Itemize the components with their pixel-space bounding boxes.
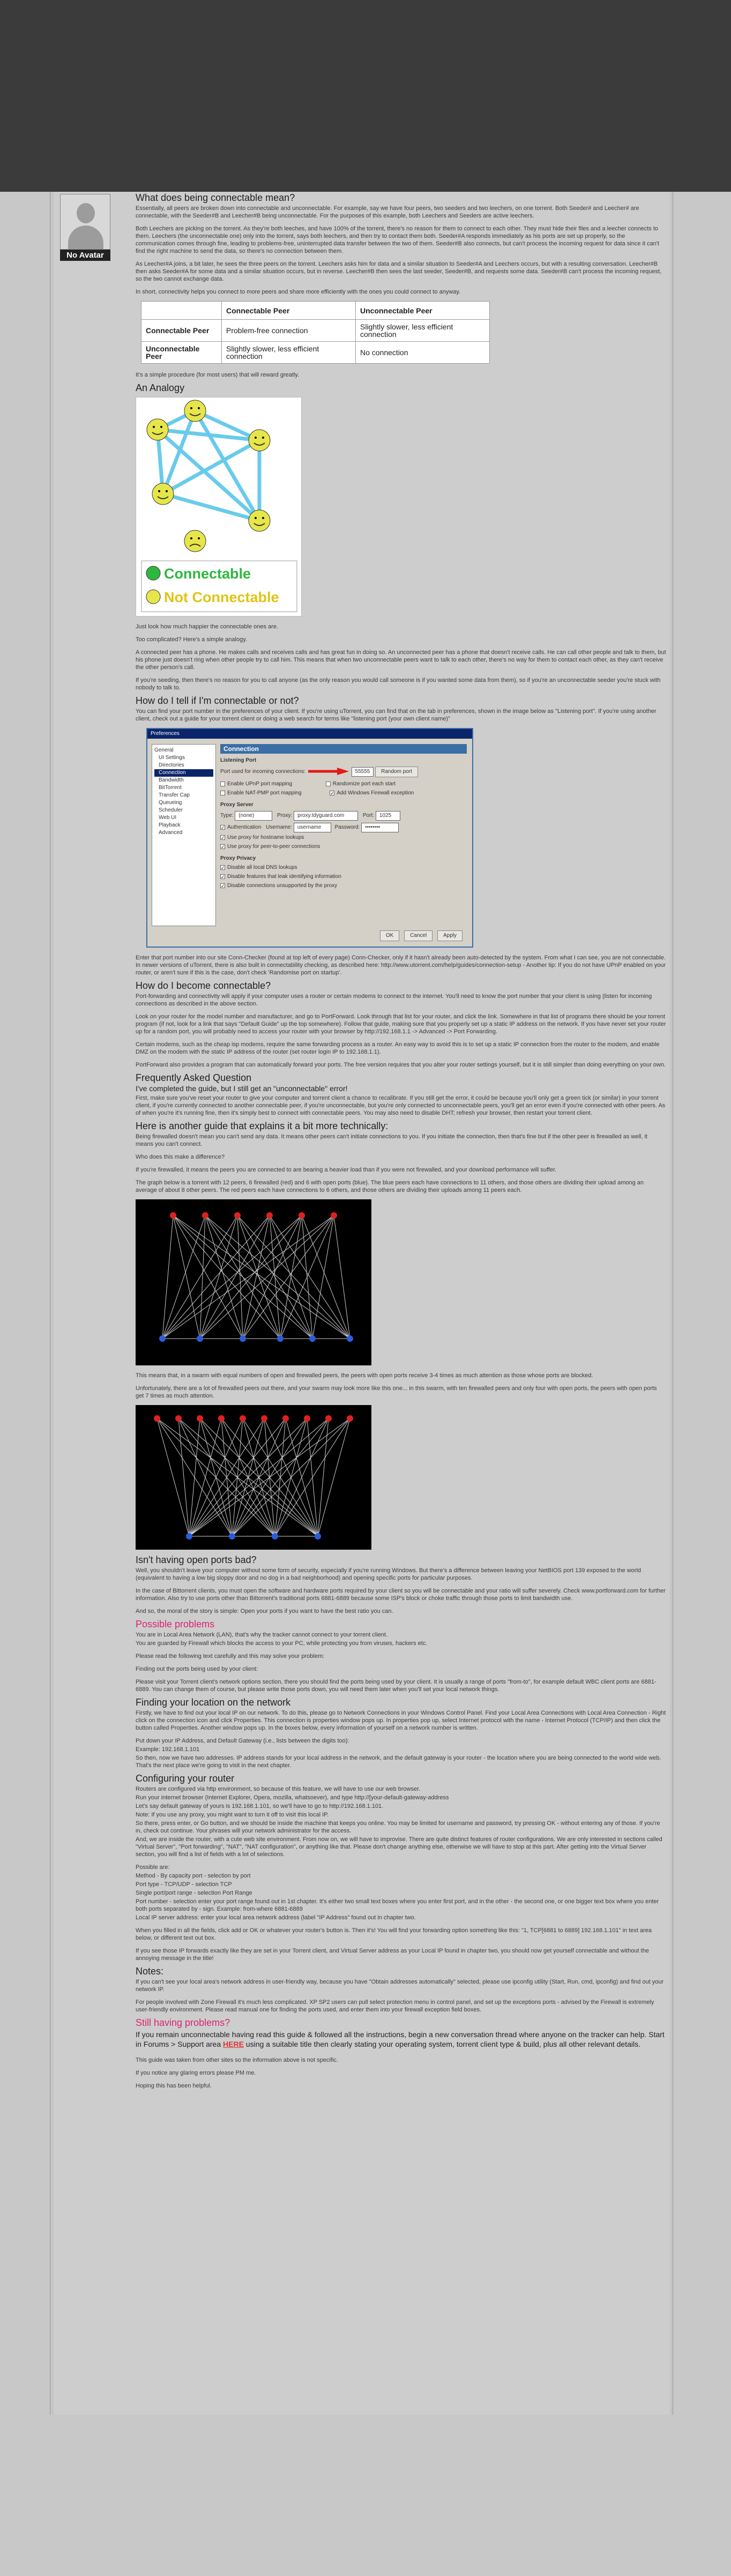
tree-item: Advanced	[159, 830, 183, 836]
happy-face-icon	[184, 400, 206, 422]
p2p-checkbox[interactable]: Use proxy for peer-to-peer connections	[227, 844, 320, 850]
legend-connectable: Connectable	[164, 566, 251, 582]
post-content	[136, 194, 666, 2095]
username-input[interactable]: username	[294, 823, 331, 832]
paragraph: You are guarded by Firewall which blocks the access to your PC, while protecting you from viruses, hackers etc.	[136, 1640, 428, 1647]
author-column	[60, 194, 113, 261]
firewalled-peer-node	[266, 1212, 273, 1219]
paragraph: When you filled in all the fields, click add or OK or whatever your router's button is. Then it's! You will find your forwarding option something like this: "1, TCP[6881 to 6889] 192.168.1.101" in text area below, or different text out box.	[136, 1927, 652, 1941]
open-peer-node	[240, 1335, 246, 1342]
tree-item: Playback	[159, 822, 181, 828]
smiley-network-diagram	[136, 397, 302, 617]
paragraph: Local IP server address: enter your local area network address (label "IP Address" found out in chapter two.	[136, 1914, 416, 1921]
faq-answer: First, make sure you've reset your router to give your computer and torrent client a chance to recalibrate. If you still get the error, it could be because you'll only get a green tick (or similar) in your torrent client, if you're currently connected to another connectable peer, if you're unconnectable, but you're only connected to unconnectable peers, you'll get an error even if you're connected with other peers. As of when you're it's running fine, then it's simply best to connect with connectable peers. You may also need to disable DHT; refresh your browser, then restart your torrent client.	[136, 1095, 666, 1116]
footer-note: This guide was taken from other sites so the information above is not specific.	[136, 2057, 338, 2063]
firewalled-peer-node	[299, 1212, 305, 1219]
firewalled-peer-node	[175, 1415, 182, 1422]
paragraph: And so, the moral of the story is simple: Open your ports if you want to have the best ratio you can.	[136, 1608, 393, 1614]
support-call-to-action: If you remain unconnectable having read this guide & followed all the instructions, begin a new conversation thread where anyone on the tracker can help. Start in Forums > Support area HERE using a suitable title then clearly stating your operating system, torrent client type & build, plus all other relevant details.	[136, 2030, 665, 2048]
paragraph: Please visit your Torrent client's network options section, there you should find the ports being used by your client. It is usually a range of ports "from-to", for example default WBC client ports are 6881-6889. You can change them of course, but please write those ports down, you will need them later when you'll set your local network things.	[136, 1679, 657, 1693]
open-peer-node	[272, 1533, 278, 1539]
footer-note: If you notice any glaring errors please PM me.	[136, 2070, 256, 2076]
table-row	[141, 320, 490, 342]
paragraph: If you're firewalled, it means the peers you are connected to are bearing a heavier load than if you were not firewalled, and your download performance will suffer.	[136, 1167, 557, 1173]
happy-face-icon	[152, 483, 174, 505]
swarm-graph-equal	[136, 1199, 371, 1365]
paragraph: This means that, in a swarm with equal numbers of open and firewalled peers, the peers with open ports receive 3-4 times as much attention as those whose ports are blocked.	[136, 1372, 593, 1379]
firewalled-peer-node	[347, 1415, 353, 1422]
port-label: Port used for incoming connections:	[220, 769, 305, 775]
paragraph: As Leecher#A joins, a bit later, he sees the three peers on the torrent. Leechers asks him for data and a similar situation to Seeder#A and Leechers occurs, but with a resulting conversation. Leecher#B then asks Seeder#A for some data and a similar situation occurs, but in reverse. Leecher#B then sees the last seeder, Seeder#B, and requests some data. Seeder#B can't process the incoming request, so the two cannot exchange data.	[136, 261, 662, 282]
paragraph: Just look how much happier the connectable ones are.	[136, 624, 278, 630]
heading-analogy: An Analogy	[136, 382, 185, 393]
table-header: Connectable Peer	[222, 302, 356, 320]
upnp-checkbox[interactable]: Enable UPnP port mapping	[227, 781, 293, 787]
tree-item: Scheduler	[159, 807, 183, 813]
dialog-title: Preferences	[147, 729, 472, 739]
paragraph: Who does this make a difference?	[136, 1154, 225, 1160]
apply-button[interactable]: Apply	[437, 930, 463, 941]
firewalled-peer-node	[202, 1212, 208, 1219]
panel-title: Connection	[220, 744, 467, 754]
red-arrow-icon	[307, 768, 350, 775]
paragraph: Example: 192.168.1.101	[136, 1746, 200, 1753]
natpmp-checkbox[interactable]: Enable NAT-PMP port mapping	[227, 790, 302, 796]
paragraph: And, we are inside the router, with a cute web site environment. From now on, we will have to improvise. There are quite distinct features of router configurations. We are only interested in sections called "Virtual Server", "Port forwarding", "NAT", "NAT configuration", or anything like that. Please don't change anything else, otherwise we will have to stop at this part. After getting into the Virtual Server section, you will find a list of fields with a lot of selections.	[136, 1836, 662, 1858]
paragraph: Enter that port number into our site Conn-Checker (found at top left of every page) Conn-Checker, only if it hasn't already been auto-detected by the system. From what I can see, you are not connectable. In newer versions of uTorrent, there is also built in connectability checking, as described here: http://www.utorrent.com/help/guides/connection-setup - Another tip: If you do not have UPnP enabled on your router, or aren't sure if this is the case, don't check 'Randomise port on startup'.	[136, 955, 666, 976]
heading-possible-problems: Possible problems	[136, 1619, 215, 1629]
proxy-port-input[interactable]: 1025	[376, 811, 400, 821]
paragraph: Port number - selection enter your port range found out in 1st chapter. It's either two small text boxes where you enter first port, and in the other - the second one, or one bigger text box where you enter both ports separated by - sign. Example: from-where 6881-6889	[136, 1898, 659, 1912]
paragraph: So then, now we have two addresses. IP address stands for your local address in the network, and the default gateway is your router - the location where you are being connected to the world wide web. That's the next place we're going to visit in the next chapter.	[136, 1755, 661, 1769]
tree-item: BitTorrent	[159, 785, 182, 791]
auth-checkbox[interactable]: Authentication	[227, 824, 262, 830]
paragraph: So there, press enter, or Go button, and we should be inside the machine that keeps you online. You may be limited for username and password, try pressing OK - without entering any of those. If you're in, check out continue. Your phrases will your network administrator for the access.	[136, 1820, 660, 1834]
sad-face-icon	[184, 530, 206, 552]
tree-item: Bandwidth	[159, 777, 184, 783]
heading-how-to-tell: How do I tell if I'm connectable or not?	[136, 695, 299, 706]
connection-panel: Connection Listening Port Port used for incoming connections: 55555 Random port Enable UPnP port mapping Randomize port each start Enable NAT-PMP port mapping ✓ Add Windows Firewall exception Proxy Server Type: (none) Proxy: proxy.tdyguard.com Port: 1025 ✓Authentication Username: username Password: •••••••• ✓Use proxy for hostname lookups ✓Use proxy for peer-to-peer connections Proxy Privacy ✓Disable all local DNS lookups ✓Disable features that leak identifying information ✓Disable connections unsupported by the proxy	[220, 744, 467, 926]
paragraph: Method - By capacity port - selection by port	[136, 1873, 251, 1879]
open-peer-node	[197, 1335, 203, 1342]
paragraph: Put down your IP Address, and Default Gateway (i.e., lists between the digits too):	[136, 1738, 349, 1744]
tree-item: Web UI	[159, 815, 177, 821]
happy-face-icon	[146, 566, 160, 580]
sad-face-icon	[146, 590, 160, 604]
paragraph: If you can't see your local area's network address in user-friendly way, because you have "Obtain addresses automatically" selected, please use ipconfig utility (Start, Run, cmd, ipconfig) and find out your network IP.	[136, 1979, 664, 1993]
paragraph: Possible are:	[136, 1864, 170, 1871]
avatar	[60, 194, 110, 250]
legend-not-connectable: Not Connectable	[164, 589, 279, 605]
open-peer-node	[315, 1533, 321, 1539]
firewalled-peer-node	[154, 1415, 160, 1422]
random-port-button[interactable]: Random port	[375, 767, 418, 777]
firewalled-peer-node	[304, 1415, 310, 1422]
paragraph: If you see those IP forwards exactly like they are set in your Torrent client, and Virtual Server address as your Local IP found in chapter two, you should now get yourself connectable and without the annoying message in the title!	[136, 1948, 649, 1962]
paragraph: In short, connectivity helps you connect to more peers and share more efficiently with the ones you could connect to anyway.	[136, 289, 461, 295]
features-checkbox[interactable]: Disable features that leak identifying information	[227, 874, 341, 880]
row-label: Connectable Peer	[141, 320, 222, 342]
proxy-input[interactable]: proxy.tdyguard.com	[294, 811, 358, 821]
paragraph: In the case of Bittorrent clients, you must open the software and hardware ports required by your client so you will be connectable and your ratio will suffer severely. Check www.portforward.com for further information. Also try to use ports other than Bittorrent's traditional ports 6881-6889 because some ISP's block or choke traffic through those ports to limit bandwidth use.	[136, 1588, 666, 1602]
paragraph: PortForward also provides a program that can automatically forward your ports. The free version requires that you alter your router settings yourself, but it is still simpler than doing everything on your own.	[136, 1062, 666, 1068]
paragraph: Well, you shouldn't leave your computer without some form of security, especially if you're running Windows. But there's a difference between leaving your NetBIOS port 139 exposed to the world (equivalent to having a low big sloppy door and no dog in a bad neighborhood) and opening specific ports for particular purposes.	[136, 1567, 642, 1581]
table-cell: Problem-free connection	[222, 320, 356, 342]
settings-tree	[152, 744, 216, 926]
paragraph: For people involved with Zone Firewall it's much less complicated. XP SP2 users can pull select protection menu in control panel, and set up the exceptions ports - advised by the Firewall is extremely user-friendly environment. Please read manual one for finding the ports used, and enter them into your firewall exception field boxes.	[136, 1999, 654, 2013]
heading-faq: Frequently Asked Question	[136, 1072, 252, 1083]
tree-item: UI Settings	[159, 755, 185, 761]
table-header: Unconnectable Peer	[356, 302, 490, 320]
dns-checkbox[interactable]: Disable all local DNS lookups	[227, 865, 297, 870]
firewalled-peer-node	[197, 1415, 203, 1422]
group-label: Proxy Privacy	[220, 855, 256, 861]
tree-item: Directories	[159, 762, 184, 768]
paragraph: Run your internet browser (Internet Explorer, Opera, mozilla, whatsoever), and type http://[your-default-gateway-address	[136, 1794, 449, 1801]
open-peer-node	[229, 1533, 235, 1539]
firewalled-peer-node	[282, 1415, 289, 1422]
firewall-checkbox[interactable]: Add Windows Firewall exception	[337, 790, 414, 796]
paragraph: Both Leechers are picking on the torrent. As they're both leeches, and have 100% of the torrent, there's no reason for them to connect to each other. They must hide their files and a leecher connects to them. Leechers (the unconnectable one) only into the torrent, says both leechers, and then try to contact them both. Seeder#A responds immediately as his ports are set up properly, so the communication comes through fine, leading to problems-free, uninterrupted data transfer between the two of them. Seeder#B also connects, but can't process the incoming request for data since it can't find the right machine to send the data, so there's no connection between them.	[136, 226, 660, 254]
paragraph: Port-forwarding and connectivity will apply if your computer uses a router or certain modems to connect to the internet. You'll need to know the port number that your client is using (listen for incoming connections as described in the above section.	[136, 993, 652, 1007]
table-corner	[141, 302, 222, 320]
paragraph: Essentially, all peers are broken down into connectable and unconnectable. For example, say we have four peers, two seeders and two leechers, on one torrent. Both Seeder# and Leecher# are connectable, with the Seeder#B and Leecher#B being unconnectable. For the purposes of this example, both Leechers and Seeders are active leechers.	[136, 205, 639, 219]
unsupported-checkbox[interactable]: Disable connections unsupported by the proxy	[227, 883, 338, 889]
preferences-dialog-screenshot	[146, 728, 473, 948]
firewalled-peer-node	[234, 1212, 241, 1219]
firewalled-peer-node	[218, 1415, 225, 1422]
open-peer-node	[277, 1335, 284, 1342]
happy-face-icon	[147, 419, 168, 440]
firewalled-peer-node	[331, 1212, 337, 1219]
open-peer-node	[347, 1335, 353, 1342]
open-peer-node	[309, 1335, 316, 1342]
open-peer-node	[159, 1335, 166, 1342]
heading-network-location: Finding your location on the network	[136, 1697, 291, 1708]
paragraph: You are in Local Area Network (LAN), that's why the tracker cannot connect to your torrent client.	[136, 1632, 388, 1638]
paragraph: Certain modems, such as the cheap isp modems, require the same forwarding process as a router. An easy way to avoid this is to set up a static IP connection from the router to the modem, and enable DMZ on the modem with the static IP address of the router (set router login IP to 192.168.1.1).	[136, 1041, 660, 1055]
paragraph: Please read the following text carefully and this may solve your problem:	[136, 1653, 325, 1659]
support-forum-link[interactable]: HERE	[223, 2040, 244, 2048]
ok-button[interactable]: OK	[380, 930, 399, 941]
avatar-label: No Avatar	[60, 250, 110, 261]
firewalled-peer-node	[261, 1415, 267, 1422]
paragraph: Let's say default gateway of yours is 192.168.1.101, so we'll have to go to http://192.168.1.101.	[136, 1803, 384, 1809]
paragraph: Firstly, we have to find out your local IP on our network. To do this, please go to Network Connections in your Windows Control Panel. Find your Local Area Connections with Local Area Connection - Right click on the connection icon and click Properties. This connection is properties window pops up. In properties pop up, select Internet protocol with the name - Internet Protocol (TCP/IP) and then click the button called Properties. Another window pops up. In the boxes below, every information of yourself on a network number is written.	[136, 1710, 666, 1731]
firewalled-peer-node	[170, 1212, 176, 1219]
group-label: Listening Port	[220, 757, 257, 763]
paragraph: Finding out the ports being used by your client:	[136, 1666, 258, 1672]
heading-become-connectable: How do I become connectable?	[136, 980, 271, 991]
heading-technical-guide: Here is another guide that explains it a bit more technically:	[136, 1121, 389, 1131]
paragraph: The graph below is a torrent with 12 peers, 6 firewalled (red) and 6 with open ports (blue). The blue peers each have connections to 11 others, and those others are dividing their upload among an average of about 8 other peers. The red peers each have connections to 6 others, and those others are dividing their uploads among 11 peers each.	[136, 1180, 644, 1193]
table-cell: Slightly slower, less efficient connection	[222, 342, 356, 364]
cancel-button[interactable]: Cancel	[404, 930, 432, 941]
tree-item: Queueing	[159, 800, 182, 806]
paragraph: Too complicated? Here's a simple analogy.	[136, 636, 247, 643]
password-input[interactable]: ••••••••	[361, 823, 399, 832]
paragraph: Port type - TCP/UDP - selection TCP	[136, 1881, 232, 1888]
paragraph: Note: If you use any proxy, you might want to turn it off to visit this local IP.	[136, 1812, 329, 1818]
randomize-checkbox[interactable]: Randomize port each start	[332, 781, 396, 787]
heading-open-ports-bad: Isn't having open ports bad?	[136, 1554, 257, 1565]
table-row	[141, 342, 490, 364]
faq-question: I've completed the guide, but I still get an "unconnectable" error!	[136, 1084, 348, 1093]
heading-notes: Notes:	[136, 1966, 164, 1977]
port-input[interactable]: 55555	[352, 767, 374, 777]
footer-note: Hoping this has been helpful.	[136, 2083, 212, 2089]
paragraph: Being firewalled doesn't mean you can't send any data. It means other peers can't initiate connections to you. If you initiate the connection, then that's fine but if the other peer is firewalled as well, it means you can't connect.	[136, 1133, 647, 1147]
paragraph: You can find your port number in the preferences of your client. If you're using uTorrent, you can find that on the tab in preferences, shown in the image below as "Listening port". If you're using another client, check out a guide for your torrent client or doing a web search for terms like "listening port (your own client name)"	[136, 708, 657, 722]
firewalled-peer-node	[240, 1415, 246, 1422]
table-cell: No connection	[356, 342, 490, 364]
paragraph: Unfortunately, there are a lot of firewalled peers out there, and your swarm may look more like this one... in this swarm, with ten firewalled peers and only four with open ports, the peers with open ports get 7 times as much attention.	[136, 1385, 657, 1399]
swarm-graph-mostly-firewalled	[136, 1405, 371, 1550]
happy-face-icon	[249, 510, 270, 531]
heading-configuring-router: Configuring your router	[136, 1773, 235, 1784]
paragraph: Look on your router for the model number and manufacturer, and go to PortForward. Look through that list for your router, and click the link. Somewhere in that list of programs there should be your torrent program (if not, look for a link that says "Default Guide" up the top somewhere). Follow that guide, making sure that you properly set up a static IP address on the network. If you have never set your router up for a random port, you will probably need to access your router with your browser by http://192.168.1.1 -> Advanced -> Port Forwarding.	[136, 1013, 666, 1035]
analogy-illustration	[136, 397, 302, 617]
heading-connectable-meaning: What does being connectable mean?	[136, 192, 295, 203]
host-lookups-checkbox[interactable]: Use proxy for hostname lookups	[227, 835, 304, 840]
paragraph: It's a simple procedure (for most users) that will reward greatly.	[136, 372, 300, 378]
open-peer-node	[186, 1533, 192, 1539]
row-label: Unconnectable Peer	[141, 342, 222, 364]
tree-item: Transfer Cap	[159, 792, 190, 798]
paragraph: A connected peer has a phone. He makes calls and receives calls and has great fun in doing so. An unconnected peer has a phone that doesn't receive calls. He can call other people and talk to them, but his phone just doesn't ring when other people try to call him. This means that when two unconnectable peers want to talk to each other, there's no way for them to contact each other, as they can't receive the other person's call.	[136, 649, 666, 671]
paragraph: If you're seeding, then there's no reason for you to call anyone (as the only reason you would call someone is if you wanted some data from them), so if you're an unconnectable seeder you're stuck with nobody to talk to.	[136, 677, 661, 691]
table-cell: Slightly slower, less efficient connection	[356, 320, 490, 342]
tree-item: General	[154, 747, 174, 753]
firewalled-peer-node	[325, 1415, 332, 1422]
proxy-type-select[interactable]: (none)	[235, 811, 272, 821]
paragraph: Routers are configured via http environment, so because of this feature, we will have to use our web browser.	[136, 1786, 421, 1792]
happy-face-icon	[249, 430, 270, 451]
tree-item: Connection	[154, 769, 213, 777]
top-header-bar	[0, 0, 731, 192]
heading-still-problems: Still having problems?	[136, 2017, 230, 2028]
connectivity-table	[141, 301, 490, 364]
group-label: Proxy Server	[220, 802, 253, 808]
paragraph: Single port/port range - selection Port Range	[136, 1890, 252, 1896]
